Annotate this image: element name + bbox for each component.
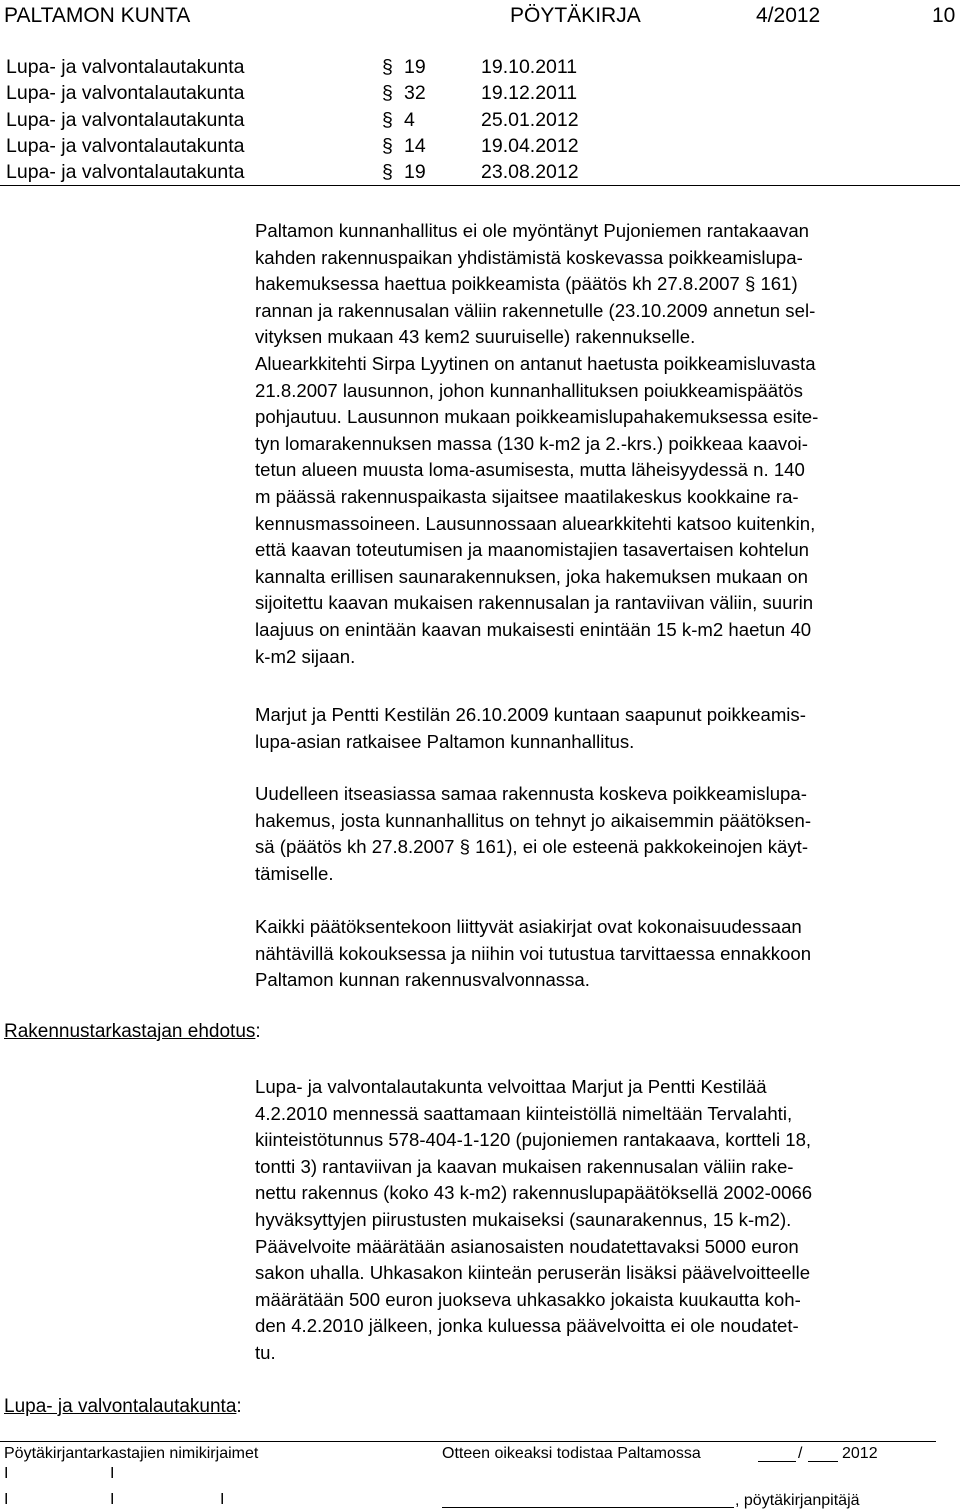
footer-divider [0,1441,936,1442]
text-line: Paltamon kunnanhallitus ei ole myöntänyt Pujoniemen rantakaavan [255,220,810,241]
text-line: Paltamon kunnan rakennusvalvonnassa. [255,969,590,991]
text-line: Uudelleen itseasiassa samaa rakennusta koskeva poikkeamislupa- [255,783,807,804]
history-date: 25.01.2012 [481,109,579,131]
document-number: 4/2012 [756,4,821,27]
section-sign-icon: § [382,161,393,183]
text-line: pohjautuu. Lausunnon mukaan poikkeamislupahakemuksessa esite- [255,406,819,428]
paragraph-background [255,218,950,670]
history-section: 32 [404,82,426,104]
signature-box-separator: I [110,1491,115,1508]
paragraph-application [255,702,950,755]
history-section: 14 [404,135,426,157]
signature-box-separator: I [110,1465,115,1482]
signature-box-separator: I [4,1491,9,1508]
text-line: nähtävillä kokouksessa ja niihin voi tutustua tarvittaessa ennakkoon [255,942,812,964]
section-sign-icon: § [382,135,393,157]
history-section: 19 [404,161,426,183]
history-date: 19.10.2011 [481,56,578,78]
month-blank[interactable] [808,1461,838,1462]
signature-box-separator: I [4,1465,9,1482]
text-line: että kaavan toteutumisen ja maanomistajien tasavertaisen kohtelun [255,539,810,561]
text-line: tontti 3) rantaviivan ja kaavan mukaisen rakennusalan väliin rake- [255,1155,794,1177]
text-line: nettu rakennus (koko 43 k-m2) rakennuslupapäätöksellä 2002-0066 [255,1182,813,1204]
text-line: määrätään 500 euron juokseva uhkasakko jokaista kuukautta koh- [255,1288,801,1310]
history-section: 4 [404,109,415,131]
day-blank[interactable] [758,1461,796,1462]
text-line: kannalta erillisen saunarakennuksen, joka hakemuksen mukaan on [255,565,808,587]
text-line: hyväksyttyjen piirustusten mukaiseksi (saunarakennus, 15 k-m2). [255,1208,792,1230]
board-label [4,1396,242,1418]
municipality-name: PALTAMON KUNTA [4,4,191,27]
text-line: sijoitettu kaavan mukaisen rakennusalan ja rantaviivan väliin, suurin [255,592,814,614]
text-line: 21.8.2007 lausunnon, johon kunnanhallituksen poiukkeamispäätös [255,379,803,401]
text-line: tetun alueen muusta loma-asumisesta, mutta läheisyydessä n. 140 [255,459,805,481]
footer-year: 2012 [842,1445,878,1462]
document-type: PÖYTÄKIRJA [510,4,641,27]
proposal-label-text: Rakennustarkastajan ehdotus [4,1021,256,1042]
text-line: sakon uhalla. Uhkasakon kiinteän peruserän lisäksi päävelvoitteelle [255,1262,811,1284]
date-slash: / [798,1445,803,1462]
clerk-signature-line[interactable] [442,1507,734,1508]
history-section: 19 [404,56,426,78]
paragraph-reapplication [255,781,950,887]
paragraph-decision [255,1074,950,1367]
signature-box-separator: I [220,1491,225,1508]
history-date: 19.12.2011 [481,82,578,104]
text-line: vityksen mukaan 43 kem2 suuruiselle) rakennukselle. [255,326,696,348]
history-date: 23.08.2012 [481,161,579,183]
text-line: Päävelvoite määrätään asianosaisten noudatettavaksi 5000 euron [255,1235,799,1257]
history-body: Lupa- ja valvontalautakunta [6,161,245,183]
history-body: Lupa- ja valvontalautakunta [6,135,245,157]
text-line: den 4.2.2010 jälkeen, jonka kuluessa päävelvoitta ei ole noudatet- [255,1315,799,1337]
text-line: rannan ja rakennusalan väliin rakennetulle (23.10.2009 annetun sel- [255,299,816,321]
section-sign-icon: § [382,56,393,78]
text-line: tyn lomarakennuksen massa (130 k-m2 ja 2.-krs.) poikkeaa kaavoi- [255,432,808,454]
section-sign-icon: § [382,82,393,104]
label-colon: : [236,1396,242,1417]
history-body: Lupa- ja valvontalautakunta [6,109,245,131]
text-line: Aluearkkitehti Sirpa Lyytinen on antanut haetusta poikkeamisluvasta [255,352,816,374]
history-date: 19.04.2012 [481,135,579,157]
history-body: Lupa- ja valvontalautakunta [6,82,245,104]
text-line: laajuus on enintään kaavan mukaisesti enintään 15 k-m2 haetun 40 [255,618,812,640]
text-line: hakemuksessa haettua poikkeamista (päätös kh 27.8.2007 § 161) [255,273,798,295]
text-line: kahden rakennuspaikan yhdistämistä koskevassa poikkeamislupa- [255,246,803,268]
signatures-label: Pöytäkirjantarkastajien nimikirjaimet [4,1445,259,1462]
copy-certification-label: Otteen oikeaksi todistaa Paltamossa [442,1445,701,1462]
header-divider [0,185,960,186]
text-line: tämiselle. [255,862,334,884]
text-line: kennusmassoineen. Lausunnossaan aluearkkitehti katsoo kuitenkin, [255,512,816,534]
clerk-label: , pöytäkirjanpitäjä [735,1492,860,1509]
text-line: lupa-asian ratkaisee Paltamon kunnanhallitus. [255,730,635,752]
text-line: sä (päätös kh 27.8.2007 § 161), ei ole esteenä pakkokeinojen käyt- [255,836,809,858]
text-line: Kaikki päätöksentekoon liittyvät asiakirjat ovat kokonaisuudessaan [255,916,802,937]
label-colon: : [255,1021,261,1042]
board-label-text: Lupa- ja valvontalautakunta [4,1396,237,1417]
history-body: Lupa- ja valvontalautakunta [6,56,245,78]
paragraph-documents [255,914,950,994]
text-line: k-m2 sijaan. [255,645,356,667]
page-number: 10 [932,4,956,27]
text-line: hakemus, josta kunnanhallitus on tehnyt jo aikaisemmin päätöksen- [255,809,812,831]
text-line: Lupa- ja valvontalautakunta velvoittaa Marjut ja Pentti Kestilää [255,1076,767,1097]
text-line: kiinteistötunnus 578-404-1-120 (pujoniemen rantakaava, kortteli 18, [255,1129,812,1151]
text-line: Marjut ja Pentti Kestilän 26.10.2009 kuntaan saapunut poikkeamis- [255,704,806,725]
proposal-label [4,1021,261,1043]
text-line: 4.2.2010 mennessä saattamaan kiinteistöllä nimeltään Tervalahti, [255,1102,793,1124]
text-line: m päässä rakennuspaikasta sijaitsee maatilakeskus kookkaine ra- [255,485,799,507]
text-line: tu. [255,1341,276,1363]
section-sign-icon: § [382,109,393,131]
